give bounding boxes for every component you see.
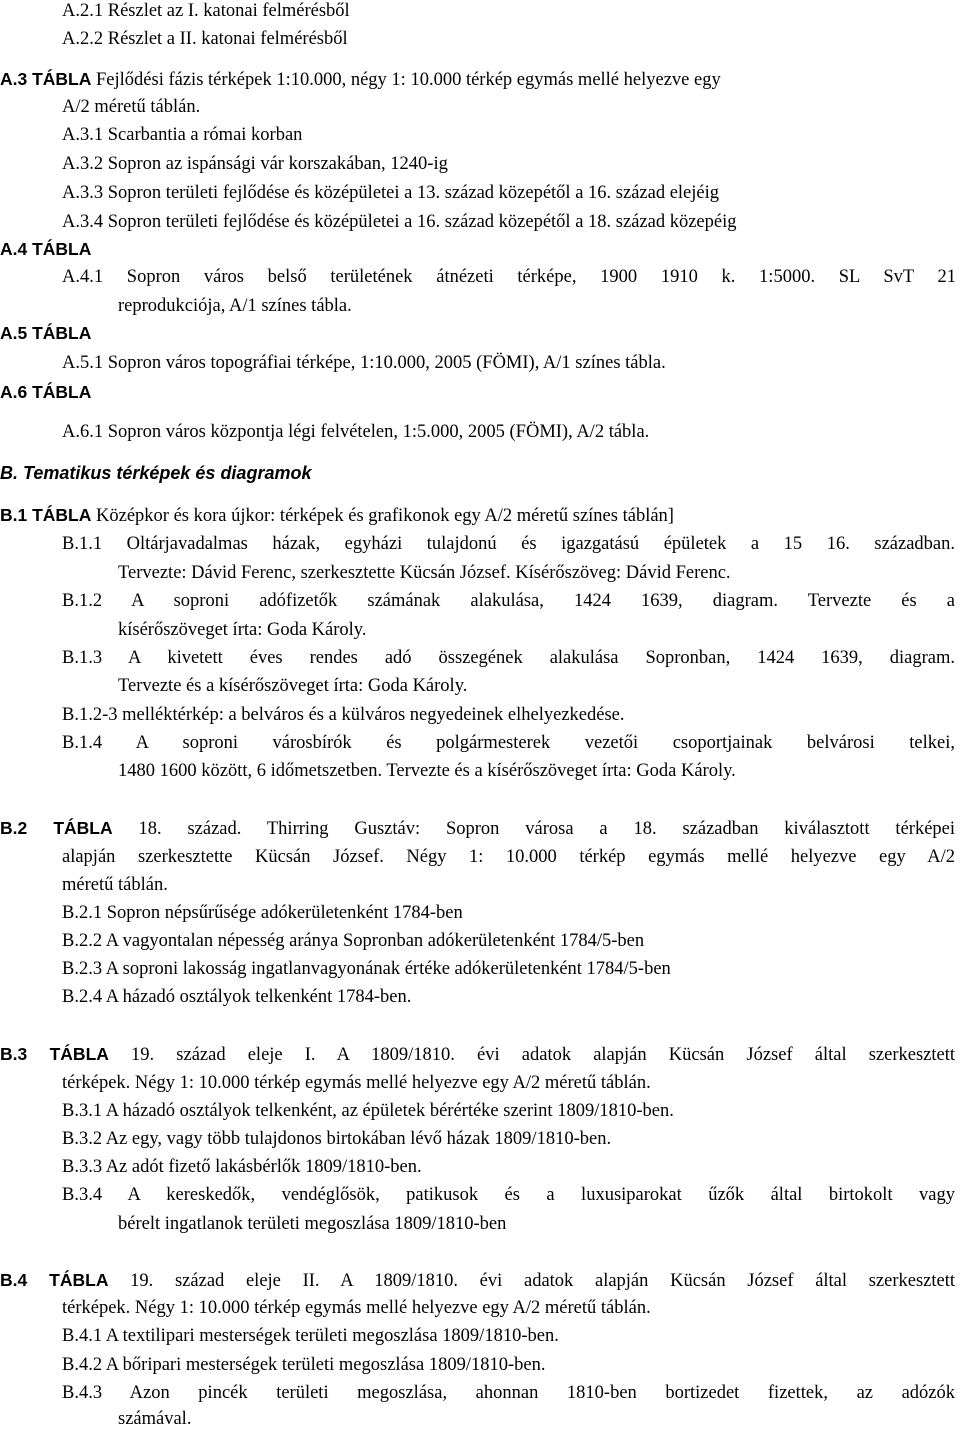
item-b31: B.3.1 A házadó osztályok telkenként, az épületek bérértéke szerint 1809/1810-ben. xyxy=(62,1101,674,1121)
item-a21: A.2.1 Részlet az I. katonai felmérésből xyxy=(62,1,350,21)
item-b34-line2: bérelt ingatlanok területi megoszlása 1809/1810-ben xyxy=(118,1214,507,1234)
item-a41-line2: reprodukciója, A/1 színes tábla. xyxy=(118,296,352,316)
table-a6-head: A.6 TÁBLA xyxy=(0,382,92,402)
item-b11-line2: Tervezte: Dávid Ferenc, szerkesztette Kücsán József. Kísérőszöveg: Dávid Ferenc. xyxy=(118,563,731,583)
item-b14-line1: B.1.4 A soproni városbírók és polgármesterek vezetői csoportjainak belvárosi telkei, xyxy=(62,733,955,753)
item-a31: A.3.1 Scarbantia a római korban xyxy=(62,125,303,145)
table-b2-line2: alapján szerkesztette Kücsán József. Négy 1: 10.000 térkép egymás mellé helyezve egy A/2 xyxy=(62,847,955,867)
table-b1-text: Középkor és kora újkor: térképek és grafikonok egy A/2 méretű színes táblán] xyxy=(91,506,674,526)
table-b4-head: B.4 TÁBLA xyxy=(0,1270,109,1290)
table-b2-line3: méretű táblán. xyxy=(62,875,168,895)
table-a5-head: A.5 TÁBLA xyxy=(0,323,92,343)
table-b3-text1: 19. század eleje I. A 1809/1810. évi adatok alapján Kücsán József által szerkesztett xyxy=(108,1045,956,1065)
item-a61: A.6.1 Sopron város központja légi felvételen, 1:5.000, 2005 (FÖMI), A/2 tábla. xyxy=(62,422,650,442)
table-b3-line1 xyxy=(0,1043,955,1066)
item-b41: B.4.1 A textilipari mesterségek területi megoszlása 1809/1810-ben. xyxy=(62,1326,559,1346)
table-b4-text1: 19. század eleje II. A 1809/1810. évi adatok alapján Kücsán József által szerkesztett xyxy=(108,1271,956,1291)
item-b13-line2: Tervezte és a kísérőszöveget írta: Goda Károly. xyxy=(118,676,468,696)
item-b12-line2: kísérőszöveget írta: Goda Károly. xyxy=(118,620,367,640)
item-a32: A.3.2 Sopron az ispánsági vár korszakában, 1240-ig xyxy=(62,154,448,174)
item-b32: B.3.2 Az egy, vagy több tulajdonos birtokában lévő házak 1809/1810-ben. xyxy=(62,1129,612,1149)
item-b33: B.3.3 Az adót fizető lakásbérlők 1809/1810-ben. xyxy=(62,1157,422,1177)
table-b2-line1 xyxy=(0,817,955,840)
table-b1-line xyxy=(0,504,674,527)
table-b1-head: B.1 TÁBLA xyxy=(0,505,92,525)
section-b-heading: B. Tematikus térképek és diagramok xyxy=(0,463,312,483)
table-b4-line2: térképek. Négy 1: 10.000 térkép egymás mellé helyezve egy A/2 méretű táblán. xyxy=(62,1298,651,1318)
item-b11-line1: B.1.1 Oltárjavadalmas házak, egyházi tulajdonú és igazgatású épületek a 15 16. században. xyxy=(62,534,955,554)
table-a3-cont: A/2 méretű táblán. xyxy=(62,97,201,117)
table-a3-text: Fejlődési fázis térképek 1:10.000, négy 1: 10.000 térkép egymás mellé helyezve egy xyxy=(91,70,721,90)
item-b13-line1: B.1.3 A kivetett éves rendes adó összegének alakulása Sopronban, 1424 1639, diagram. xyxy=(62,648,955,668)
item-b43-line2: számával. xyxy=(118,1409,192,1429)
item-b23: B.2.3 A soproni lakosság ingatlanvagyonának értéke adókerületenként 1784/5-ben xyxy=(62,959,671,979)
table-a3-head: A.3 TÁBLA xyxy=(0,69,92,89)
table-b2-text1: 18. század. Thirring Gusztáv: Sopron városa a 18. században kiválasztott térképei xyxy=(112,819,956,839)
table-b3-line2: térképek. Négy 1: 10.000 térkép egymás mellé helyezve egy A/2 méretű táblán. xyxy=(62,1073,651,1093)
table-a3-line xyxy=(0,68,957,91)
item-b21: B.2.1 Sopron népsűrűsége adókerületenként 1784-ben xyxy=(62,903,463,923)
item-a34: A.3.4 Sopron területi fejlődése és középületei a 16. század közepétől a 18. század közepéig xyxy=(62,212,737,232)
table-a4-head: A.4 TÁBLA xyxy=(0,239,92,259)
item-b123: B.1.2-3 melléktérkép: a belváros és a külváros negyedeinek elhelyezkedése. xyxy=(62,705,625,725)
item-b12-line1: B.1.2 A soproni adófizetők számának alakulása, 1424 1639, diagram. Tervezte és a xyxy=(62,591,955,611)
item-a33: A.3.3 Sopron területi fejlődése és középületei a 13. század közepétől a 16. század elejéig xyxy=(62,183,720,203)
item-b42: B.4.2 A bőripari mesterségek területi megoszlása 1809/1810-ben. xyxy=(62,1355,546,1375)
item-a51: A.5.1 Sopron város topográfiai térképe, 1:10.000, 2005 (FÖMI), A/1 színes tábla. xyxy=(62,353,666,373)
item-b22: B.2.2 A vagyontalan népesség aránya Sopronban adókerületenként 1784/5-ben xyxy=(62,931,645,951)
item-a22: A.2.2 Részlet a II. katonai felmérésből xyxy=(62,29,348,49)
table-b4-line1 xyxy=(0,1269,955,1292)
item-b43-line1: B.4.3 Azon pincék területi megoszlása, ahonnan 1810-ben bortizedet fizettek, az adózók xyxy=(62,1383,955,1403)
item-b14-line2: 1480 1600 között, 6 időmetszetben. Tervezte és a kísérőszöveget írta: Goda Károly. xyxy=(118,761,736,781)
item-b34-line1: B.3.4 A kereskedők, vendéglősök, patikusok és a luxusiparokat űzők által birtokolt vagy xyxy=(62,1185,955,1205)
item-b24: B.2.4 A házadó osztályok telkenként 1784-ben. xyxy=(62,987,412,1007)
table-b3-head: B.3 TÁBLA xyxy=(0,1044,109,1064)
item-a41-line1: A.4.1 Sopron város belső területének átnézeti térképe, 1900 1910 k. 1:5000. SL SvT 21 xyxy=(62,267,956,287)
table-b2-head: B.2 TÁBLA xyxy=(0,818,113,838)
